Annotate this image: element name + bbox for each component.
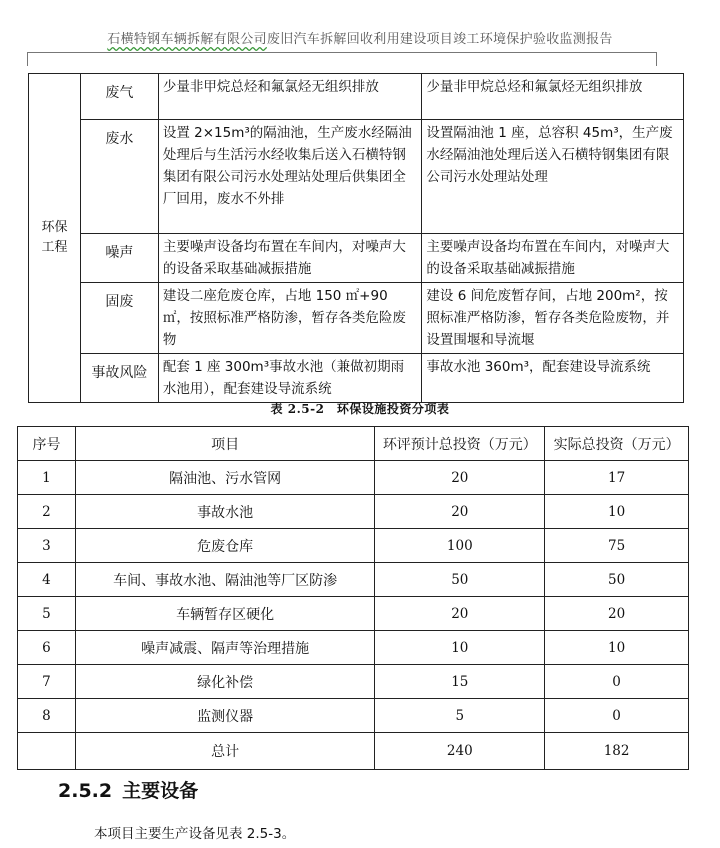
actual-cell: 少量非甲烷总烃和氟氯烃无组织排放: [422, 74, 684, 120]
table-row: [18, 529, 689, 563]
header-cell-actual: 实际总投资（万元）: [545, 427, 689, 461]
header-cell-no: 序号: [18, 427, 76, 461]
planned-cell: 建设二座危废仓库，占地 150 ㎡+90 ㎡，按照标准严格防渗，暂存各类危险废物: [158, 283, 422, 354]
no-cell: 2: [18, 495, 76, 529]
name-cell: 事故水池: [75, 495, 375, 529]
table-row: [18, 699, 689, 733]
actual-cell: 75: [545, 529, 689, 563]
header-corner-right: [656, 52, 657, 66]
item-cell: 固废: [80, 283, 158, 354]
actual-cell: 0: [545, 665, 689, 699]
header-corner-left: [27, 52, 28, 66]
planned-cell: 5: [375, 699, 545, 733]
table-row: [18, 563, 689, 597]
no-cell: 1: [18, 461, 76, 495]
actual-cell: 20: [545, 597, 689, 631]
planned-cell: 20: [375, 495, 545, 529]
planned-cell: 设置 2×15m³的隔油池，生产废水经隔油处理后与生活污水经收集后送入石横特钢集团有限公司污水处理站处理后供集团全厂回用，废水不外排: [158, 120, 422, 234]
planned-cell: 10: [375, 631, 545, 665]
planned-cell: 主要噪声设备均布置在车间内，对噪声大的设备采取基础减振措施: [158, 234, 422, 283]
table-header-row: [18, 427, 689, 461]
body-paragraph: 本项目主要生产设备见表 2.5-3。: [94, 826, 296, 842]
table-row: [18, 495, 689, 529]
header-cell-planned: 环评预计总投资（万元）: [375, 427, 545, 461]
planned-cell: 配套 1 座 300m³事故水池（兼做初期雨水池用），配套建设导流系统: [158, 354, 422, 403]
name-cell: 监测仪器: [75, 699, 375, 733]
running-header: [0, 28, 720, 47]
actual-cell: 主要噪声设备均布置在车间内，对噪声大的设备采取基础减振措施: [422, 234, 684, 283]
table-row: [18, 631, 689, 665]
no-cell: 5: [18, 597, 76, 631]
name-cell: 车间、事故水池、隔油池等厂区防渗: [75, 563, 375, 597]
actual-cell: 建设 6 间危废暂存间，占地 200m²，按照标准严格防渗，暂存各类危险废物，并设置围堰和导流堰: [422, 283, 684, 354]
planned-cell: 20: [375, 597, 545, 631]
planned-cell: 15: [375, 665, 545, 699]
header-report-title: 废旧汽车拆解回收利用建设项目竣工环境保护验收监测报告: [266, 32, 613, 47]
section-number: 2.5.2: [58, 780, 113, 802]
table-caption: 表 2.5-2 环保设施投资分项表: [270, 402, 450, 416]
header-rule: [27, 52, 657, 53]
name-cell: 危废仓库: [75, 529, 375, 563]
no-cell: 6: [18, 631, 76, 665]
header-cell-item: 项目: [75, 427, 375, 461]
name-cell: 绿化补偿: [75, 665, 375, 699]
no-cell: 4: [18, 563, 76, 597]
actual-cell: 10: [545, 631, 689, 665]
actual-cell: 0: [545, 699, 689, 733]
actual-cell: 50: [545, 563, 689, 597]
actual-cell: 10: [545, 495, 689, 529]
header-company: 石横特钢车辆拆解有限公司: [107, 32, 267, 47]
item-cell: 噪声: [80, 234, 158, 283]
planned-cell: 50: [375, 563, 545, 597]
table-row: [29, 120, 708, 234]
name-cell: 隔油池、污水管网: [75, 461, 375, 495]
actual-cell: 设置隔油池 1 座，总容积 45m³，生产废水经隔油池处理后送入石横特钢集团有限公司污水处理站处理: [422, 120, 684, 234]
name-cell: 车辆暂存区硬化: [75, 597, 375, 631]
table-row: [29, 74, 708, 120]
table-row: [29, 234, 708, 283]
no-cell: 7: [18, 665, 76, 699]
actual-cell: 17: [545, 461, 689, 495]
section-title: 主要设备: [122, 780, 199, 802]
section-heading: [58, 776, 198, 803]
investment-table: [17, 426, 689, 770]
name-cell: 噪声减震、隔声等治理措施: [75, 631, 375, 665]
table-row: [29, 354, 708, 403]
actual-cell: 事故水池 360m³，配套建设导流系统: [422, 354, 684, 403]
total-planned: 240: [375, 733, 545, 770]
item-cell: 事故风险: [80, 354, 158, 403]
item-cell: 废水: [80, 120, 158, 234]
no-cell: 3: [18, 529, 76, 563]
env-facilities-table: [28, 73, 708, 403]
total-label: 总计: [75, 733, 375, 770]
item-cell: 废气: [80, 74, 158, 120]
planned-cell: 少量非甲烷总烃和氟氯烃无组织排放: [158, 74, 422, 120]
table-row: [18, 461, 689, 495]
total-actual: 182: [545, 733, 689, 770]
category-cell: 环保工程: [29, 74, 81, 403]
total-row: [18, 733, 689, 770]
planned-cell: 20: [375, 461, 545, 495]
no-cell: 8: [18, 699, 76, 733]
planned-cell: 100: [375, 529, 545, 563]
table-row: [18, 597, 689, 631]
table-row: [18, 665, 689, 699]
table-row: [29, 283, 708, 354]
